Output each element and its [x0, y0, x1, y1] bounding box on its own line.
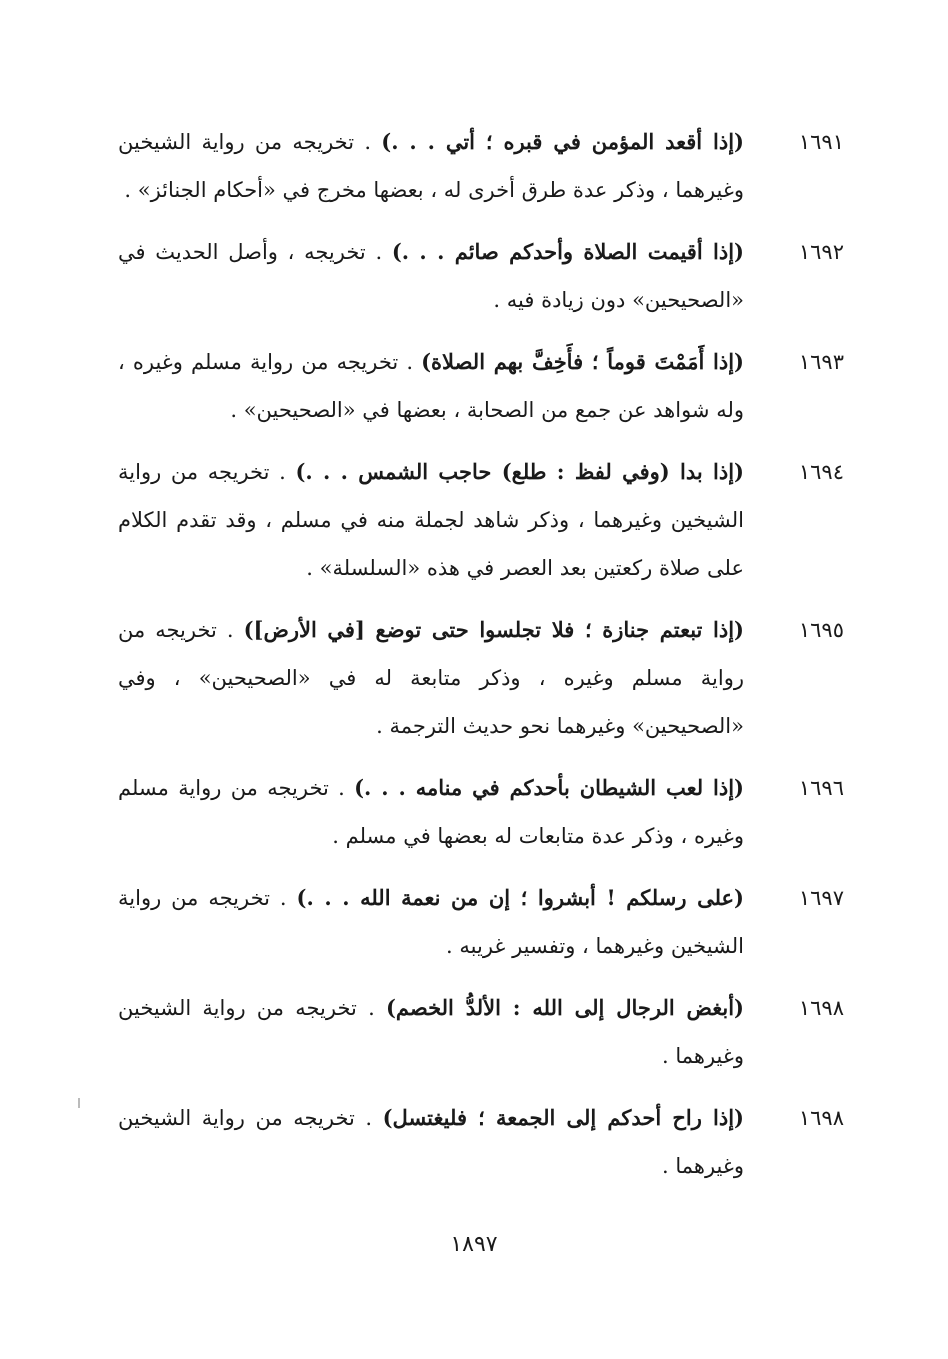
hadith-title: (إذا أقعد المؤمن في قبره ؛ أتي . . .): [381, 129, 744, 154]
entry-number: ١٦٩٨: [798, 1106, 844, 1130]
hadith-title: (على رسلكم ! أبشروا ؛ إن من نعمة الله . . .): [296, 885, 744, 910]
margin-mark: [78, 1098, 80, 1108]
entry-number: ١٦٩٦: [798, 776, 844, 800]
hadith-title: (إذا بدا (وفي لفظ : طلع) حاجب الشمس . . .): [295, 459, 744, 484]
hadith-title: (أبغض الرجال إلى الله : الألدُّ الخصم): [385, 995, 744, 1020]
hadith-title: (إذا راح أحدكم إلى الجمعة ؛ فليغتسل): [382, 1105, 744, 1130]
hadith-entry: [118, 874, 844, 970]
entry-number: ١٦٩٨: [798, 996, 844, 1020]
hadith-entry: [118, 118, 844, 214]
entry-number: ١٦٩٣: [798, 350, 844, 374]
hadith-entry: [118, 228, 844, 324]
entry-description: . تخريجه من رواية مسلم وغيره ، وذكر عدة متابعات له بعضها في مسلم .: [118, 776, 744, 848]
entry-description: . تخريجه من رواية مسلم وغيره ، وله شواهد عن جمع من الصحابة ، بعضها في «الصحيحين» .: [118, 350, 744, 422]
entry-description: . تخريجه من رواية مسلم وغيره ، وذكر متابعة له في «الصحيحين» ، وفي «الصحيحين» وغيرهما نحو حديث الترجمة .: [118, 618, 744, 738]
entry-description: . تخريجه من رواية الشيخين وغيرهما .: [118, 996, 744, 1068]
entry-description: . تخريجه من رواية الشيخين وغيرهما ، وذكر شاهد لجملة منه في مسلم ، وقد تقدم الكلام على صلاة ركعتين بعد العصر في هذه «السلسلة» .: [118, 460, 744, 580]
hadith-index-list: [118, 118, 844, 1204]
hadith-entry: [118, 1094, 844, 1190]
entry-number: ١٦٩١: [798, 130, 844, 154]
hadith-title: (إذا تبعتم جنازة ؛ فلا تجلسوا حتى توضع [في الأرض]): [243, 617, 744, 642]
page-number: ١٨٩٧: [450, 1232, 498, 1257]
entry-number: ١٦٩٤: [798, 460, 844, 484]
hadith-entry: [118, 764, 844, 860]
entry-description: . تخريجه من رواية الشيخين وغيرهما ، وتفسير غريبه .: [118, 886, 744, 958]
entry-number: ١٦٩٧: [798, 886, 844, 910]
entry-description: . تخريجه من رواية الشيخين وغيرهما .: [118, 1106, 744, 1178]
entry-number: ١٦٩٥: [798, 618, 844, 642]
hadith-entry: [118, 606, 844, 750]
hadith-entry: [118, 984, 844, 1080]
hadith-title: (إذا لعب الشيطان بأحدكم في منامه . . .): [354, 775, 744, 800]
hadith-entry: [118, 338, 844, 434]
hadith-title: (إذا أقيمت الصلاة وأحدكم صائم . . .): [391, 239, 744, 264]
entry-description: . تخريجه من رواية الشيخين وغيرهما ، وذكر عدة طرق أخرى له ، بعضها مخرج في «أحكام الجنائز» .: [118, 130, 744, 202]
hadith-entry: [118, 448, 844, 592]
entry-description: . تخريجه ، وأصل الحديث في «الصحيحين» دون زيادة فيه .: [118, 240, 744, 312]
hadith-title: (إذا أَمَمْتَ قوماً ؛ فأَخِفَّ بهم الصلاة): [421, 349, 744, 374]
entry-number: ١٦٩٢: [798, 240, 844, 264]
